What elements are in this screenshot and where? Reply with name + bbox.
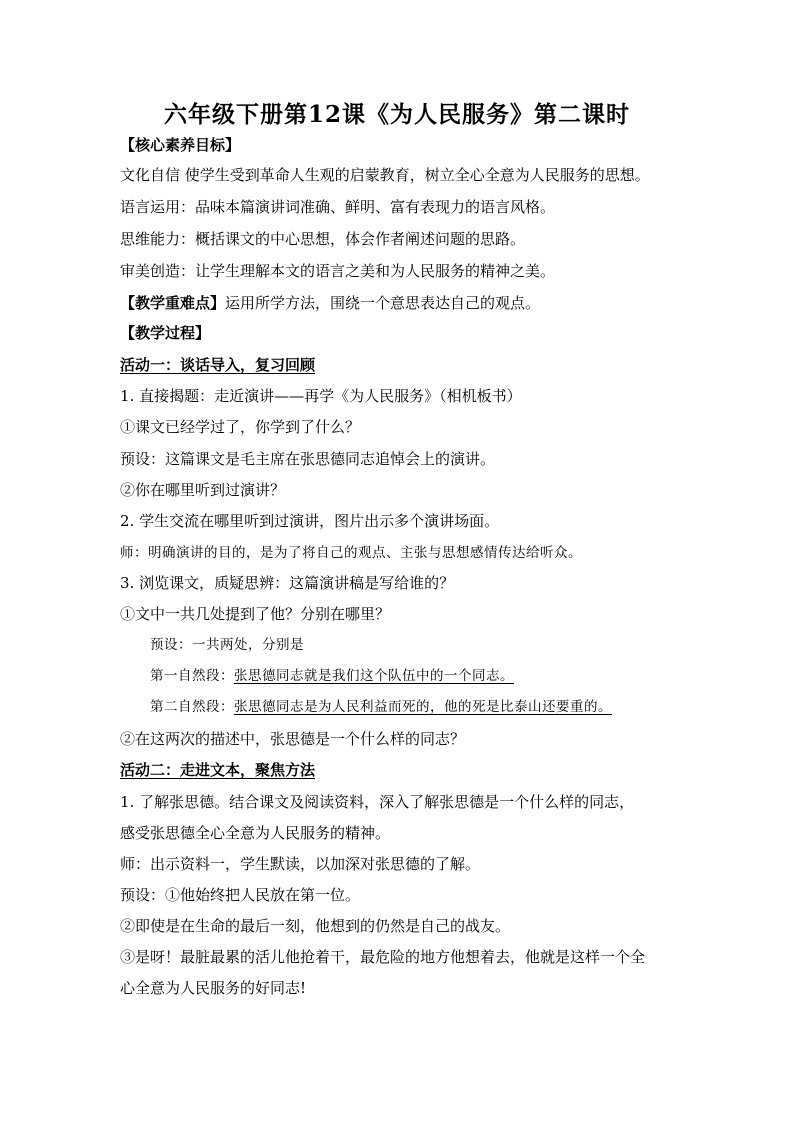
activity2-line-5: ②即使是在生命的最后一刻，他想到的仍然是自己的战友。	[120, 917, 511, 935]
goals-heading: 【核心素养目标】	[120, 136, 241, 154]
document-title: 六年级下册第12课《为人民服务》第二课时	[163, 101, 630, 128]
activity1-para2	[150, 696, 612, 718]
activity2-line-1: 1. 了解张思德。结合课文及阅读资料，深入了解张思德是一个什么样的同志，	[120, 793, 635, 811]
goal-item-1: 文化自信 使学生受到革命人生观的启蒙教育，树立全心全意为人民服务的思想。	[120, 166, 650, 184]
activity1-question: ②在这两次的描述中，张思德是一个什么样的同志？	[120, 730, 466, 748]
activity2-line-2: 感受张思德全心全意为人民服务的精神。	[120, 824, 391, 842]
activity1-line-5: 2. 学生交流在哪里听到过演讲，图片出示多个演讲场面。	[120, 512, 500, 530]
goal-item-2: 语言运用：品味本篇演讲词准确、鲜明、富有表现力的语言风格。	[120, 198, 556, 216]
key-points-text: 运用所学方法，围绕一个意思表达自己的观点。	[225, 294, 541, 312]
para2-label: 第二自然段：	[150, 699, 234, 715]
para1-label: 第一自然段：	[150, 668, 234, 684]
key-points-heading: 【教学重难点】	[120, 294, 226, 312]
para2-quote: 张思德同志是为人民利益而死的，他的死是比泰山还要重的。	[234, 699, 612, 715]
para1-quote: 张思德同志就是我们这个队伍中的一个同志。	[234, 668, 514, 684]
activity2-line-4: 预设：①他始终把人民放在第一位。	[120, 886, 361, 904]
key-points	[120, 292, 540, 314]
activity1-line-3: 预设：这篇课文是毛主席在张思德同志追悼会上的演讲。	[120, 450, 496, 468]
goal-item-4: 审美创造：让学生理解本文的语言之美和为人民服务的精神之美。	[120, 262, 556, 280]
goal-item-3: 思维能力：概括课文的中心思想，体会作者阐述问题的思路。	[120, 230, 526, 248]
activity1-preset: 预设：一共两处，分别是	[150, 637, 304, 653]
activity1-line-4: ②你在哪里听到过演讲？	[120, 481, 286, 499]
activity2-line-6: ③是呀！最脏最累的活儿他抢着干，最危险的地方他想着去，他就是这样一个全	[120, 948, 646, 966]
activity2-line-7: 心全意为人民服务的好同志!	[120, 979, 307, 997]
process-heading: 【教学过程】	[120, 324, 211, 342]
activity2-heading: 活动二：走进文本，聚焦方法	[120, 761, 316, 779]
activity1-line-7: 3. 浏览课文，质疑思辨：这篇演讲稿是写给谁的？	[120, 574, 455, 592]
activity1-heading: 活动一：谈话导入，复习回顾	[120, 356, 316, 374]
activity1-para1	[150, 665, 514, 687]
activity1-line-2: ①课文已经学过了，你学到了什么？	[120, 418, 361, 436]
activity1-line-6: 师：明确演讲的目的，是为了将自己的观点、主张与思想感情传达给听众。	[120, 545, 582, 561]
activity2-line-3: 师：出示资料一，学生默读，以加深对张思德的了解。	[120, 855, 481, 873]
activity1-line-8: ①文中一共几处提到了他？分别在哪里？	[120, 605, 391, 623]
activity1-line-1: 1. 直接揭题：走近演讲——再学《为人民服务》（相机板书）	[120, 387, 522, 405]
